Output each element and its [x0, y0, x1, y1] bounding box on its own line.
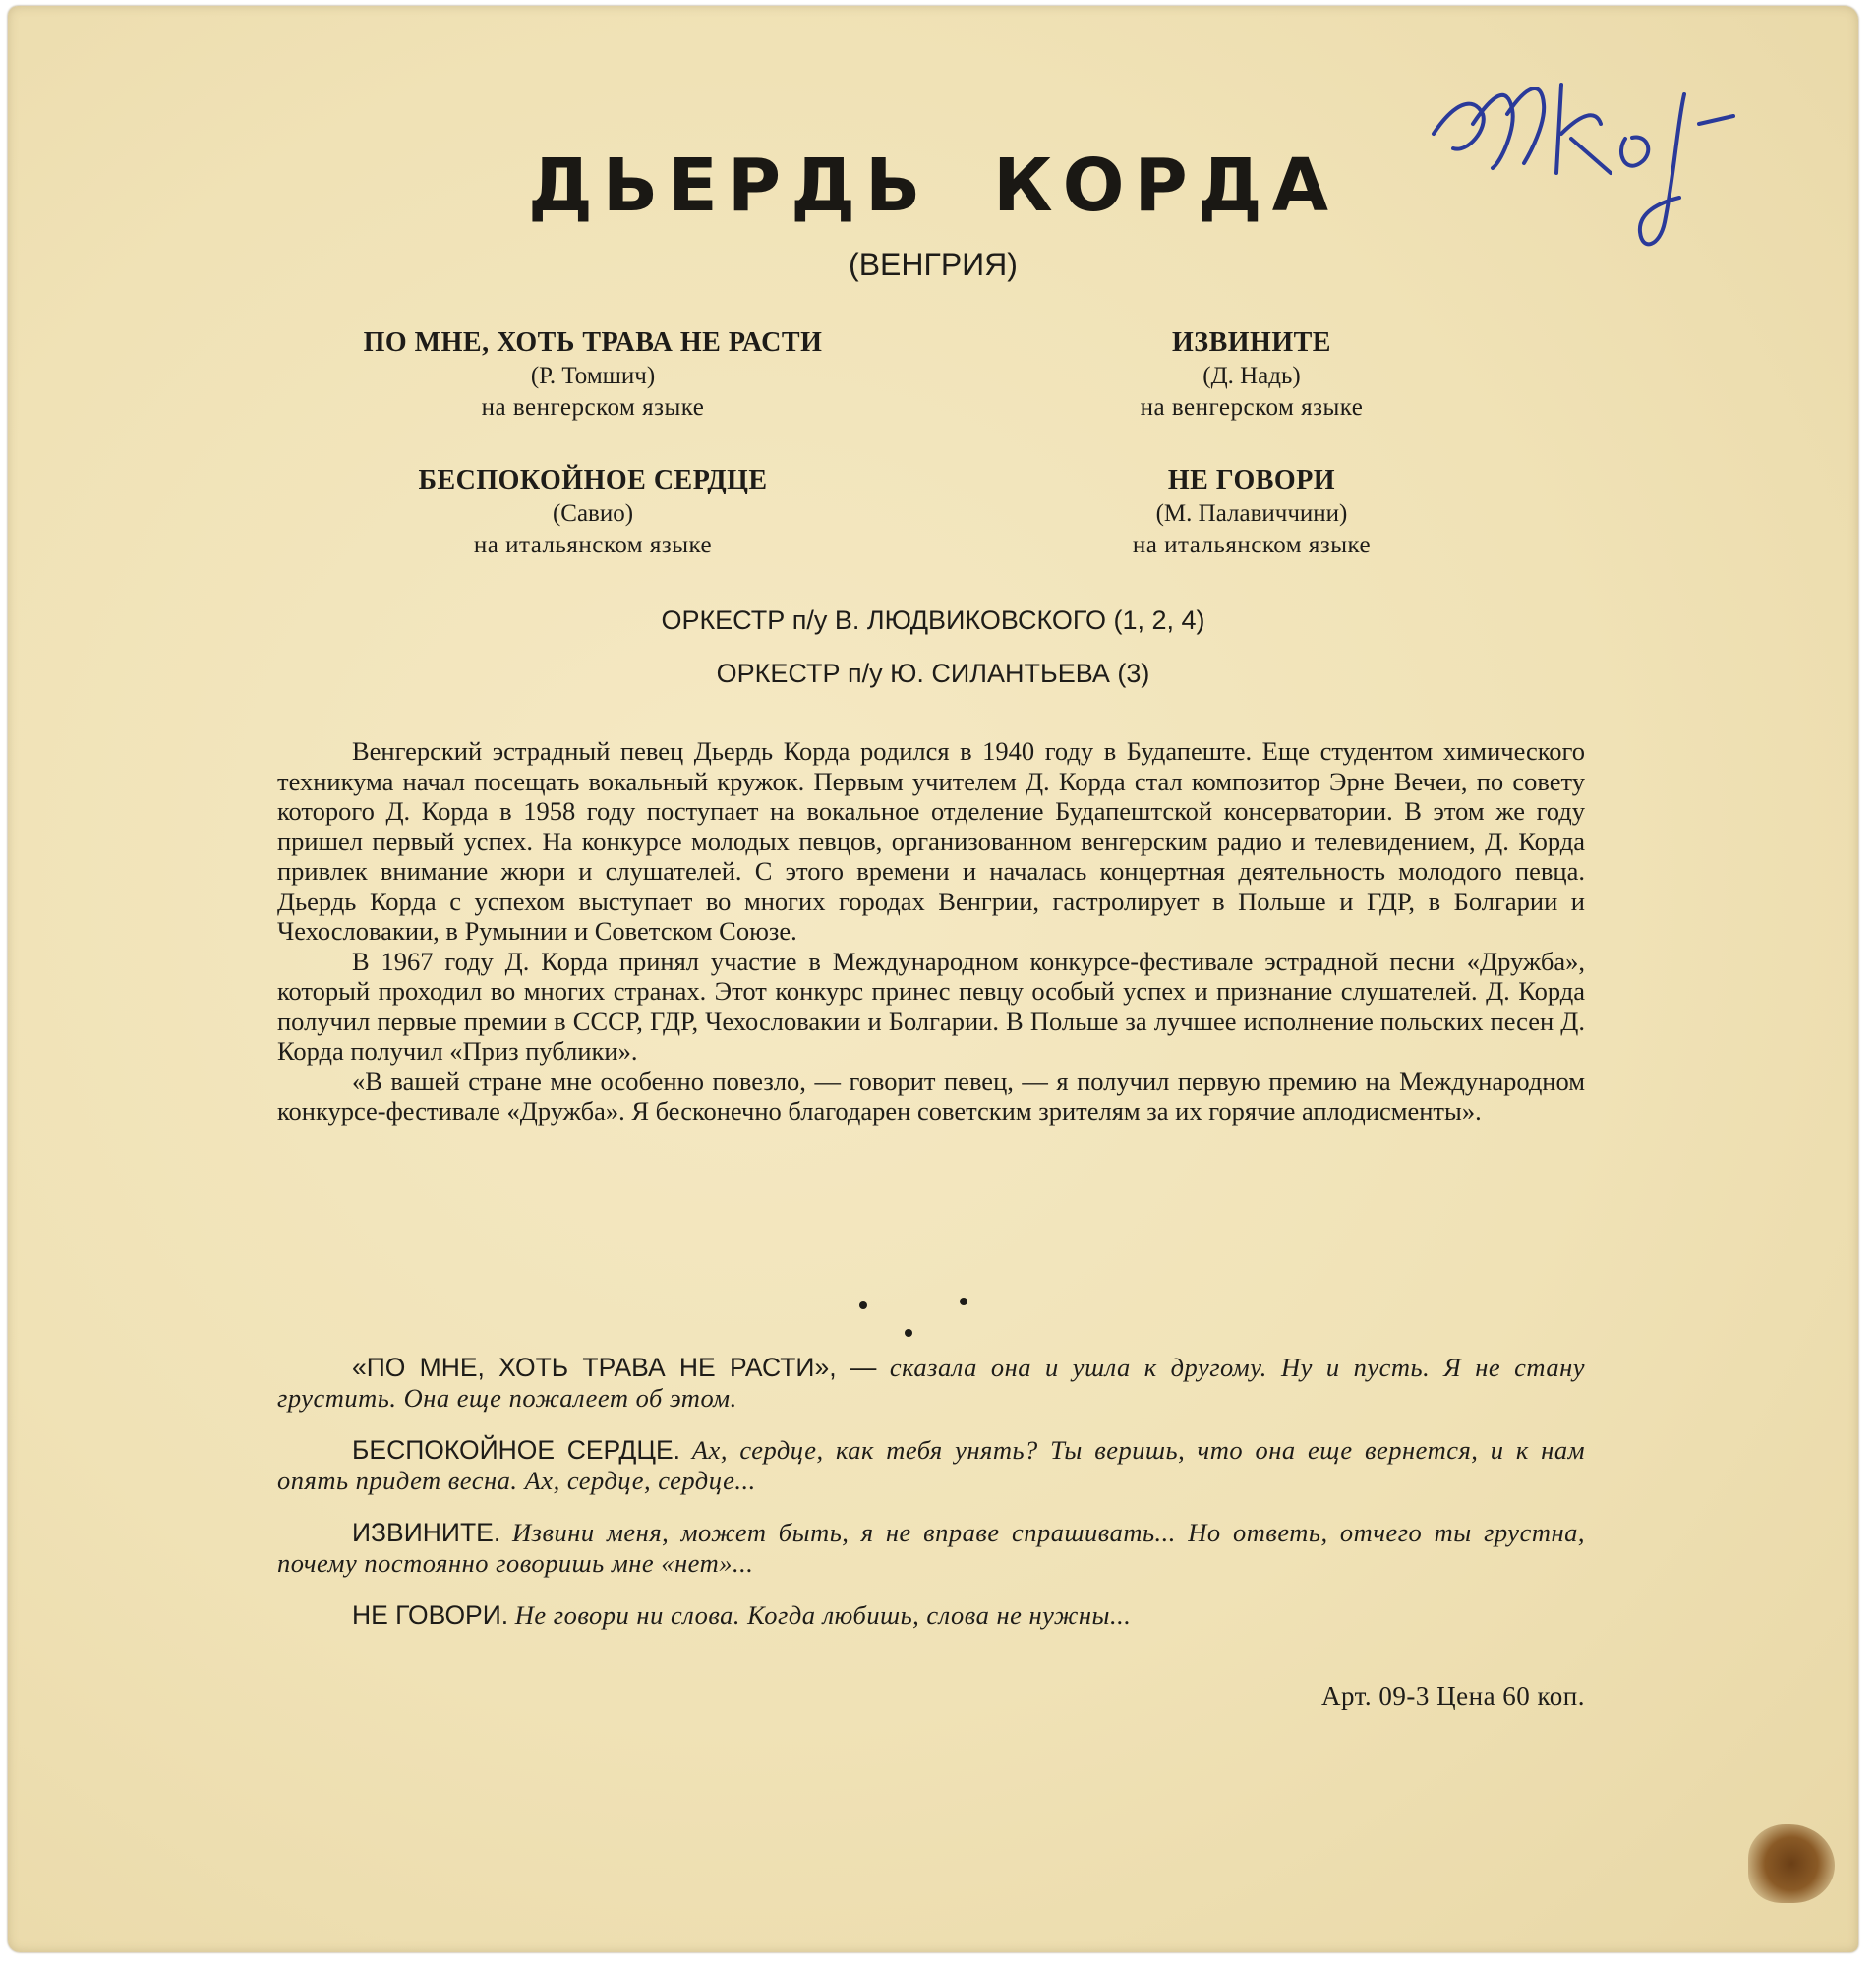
biography-paragraph-1: Венгерский эстрадный певец Дьердь Корда родился в 1940 году в Будапеште. Еще студентом химического техникума начал посещать вокальный кружок. Первым учителем Д. Корда стал композитор Эрне Вечеи, по совету которого Д. Корда в 1958 году поступает на вокальное отделение Будапештской консерватории. В этом же году пришел первый успех. На конкурсе молодых певцов, организованном венгерским радио и телевидением, Д. Корда привлек внимание жюри и слушателей. С этого времени и началась концертная деятельность молодого певца. Дьердь Корда с успехом выступает во многих городах Венгрии, гастролирует в Польше и ГДР, в Болгарии и Чехословакии, в Румынии и Советском Союзе.: [277, 736, 1585, 946]
divider-dot: [859, 1301, 867, 1309]
summary-1: [277, 1353, 1585, 1414]
biography-paragraph-2: В 1967 году Д. Корда принял участие в Международном конкурсе-фестивале эстрадной песни «Дружба», который проходил во многих странах. Этот конкурс принес певцу особый успех и признание слушателей. Д. Корда получил первые премии в СССР, ГДР, Чехословакии и Болгарии. В Польше за лучшее исполнение польских песен Д. Корда получил «Приз публики».: [277, 946, 1585, 1066]
paper-stain: [1748, 1824, 1835, 1903]
summary-2-title: БЕСПОКОЙНОЕ СЕРДЦЕ.: [352, 1435, 680, 1465]
summary-1-title: «ПО МНЕ, ХОТЬ ТРАВА НЕ РАСТИ», —: [352, 1353, 877, 1382]
section-divider: [8, 1282, 1858, 1341]
biography-paragraph-3: «В вашей стране мне особенно повезло, — говорит певец, — я получил первую премию на Международном конкурсе-фестивале «Дружба». Я бесконечно благодарен советским зрителям за их горячие аплодисменты».: [277, 1066, 1585, 1126]
song-4-language: на итальянском языке: [1132, 532, 1372, 558]
divider-dot: [960, 1298, 967, 1305]
catalog-price: Арт. 09-3 Цена 60 коп.: [1320, 1681, 1585, 1710]
summary-4-title: НЕ ГОВОРИ.: [352, 1600, 509, 1630]
song-3: [249, 463, 937, 561]
summary-1-text: сказала она и ушла к другому. Ну и пусть. Я не стану грустить. Она еще пожалеет об этом.: [277, 1353, 1586, 1413]
summary-4-text: Не говори ни слова. Когда любишь, слова не нужны...: [514, 1600, 1132, 1630]
song-1-author: (Р. Томшич): [530, 363, 656, 389]
summary-3-text: Извини меня, может быть, я не вправе спрашивать... Но ответь, отчего ты грустна, почему постоянно говоришь мне «нет»...: [277, 1518, 1585, 1578]
song-1: [249, 325, 937, 424]
summary-3-title: ИЗВИНИТЕ.: [352, 1518, 501, 1547]
orchestra-1: ОРКЕСТР п/у В. ЛЮДВИКОВСКОГО (1, 2, 4): [661, 606, 1205, 635]
artist-country: (ВЕНГРИЯ): [849, 247, 1018, 282]
summary-4: [277, 1600, 1585, 1631]
song-1-name: ПО МНЕ, ХОТЬ ТРАВА НЕ РАСТИ: [363, 327, 823, 358]
record-sleeve-sheet: [8, 6, 1858, 1952]
song-3-author: (Савио): [552, 500, 634, 527]
song-4: [908, 463, 1596, 561]
song-3-name: БЕСПОКОЙНОЕ СЕРДЦЕ: [418, 465, 768, 495]
song-4-name: НЕ ГОВОРИ: [1167, 465, 1336, 495]
song-summaries: [277, 1353, 1585, 1652]
song-2-author: (Д. Надь): [1202, 363, 1301, 389]
summary-2-text: Ах, сердце, как тебя унять? Ты веришь, что она еще вернется, и к нам опять придет весна. Ах, сердце, сердце...: [277, 1435, 1585, 1495]
song-3-language: на итальянском языке: [473, 532, 713, 558]
song-2-name: ИЗВИНИТЕ: [1172, 327, 1331, 358]
divider-dot: [905, 1329, 912, 1337]
artist-title: ДЬЕРДЬ КОРДА: [528, 144, 1338, 228]
song-2-language: на венгерском языке: [1140, 394, 1364, 421]
summary-2: [277, 1435, 1585, 1496]
orchestra-2: ОРКЕСТР п/у Ю. СИЛАНТЬЕВА (3): [716, 659, 1150, 688]
song-2: [908, 325, 1596, 424]
biography: [277, 736, 1585, 1127]
summary-3: [277, 1518, 1585, 1579]
song-4-author: (М. Палавиччини): [1155, 500, 1348, 527]
song-1-language: на венгерском языке: [481, 394, 705, 421]
